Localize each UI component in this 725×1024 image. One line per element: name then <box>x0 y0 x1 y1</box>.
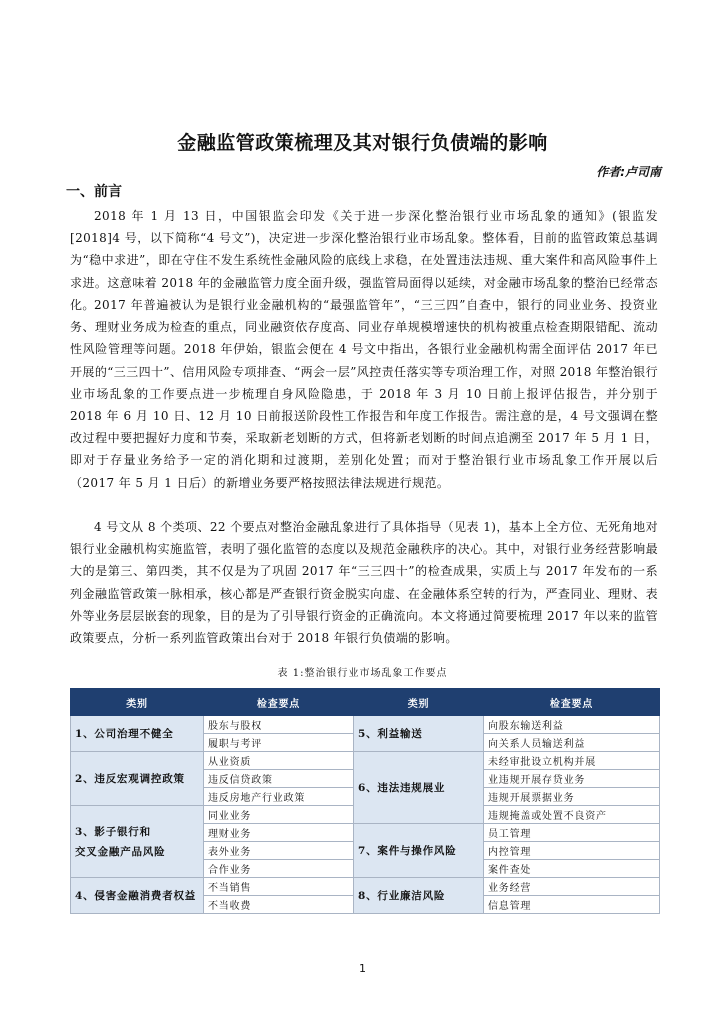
item-cell: 不当收费 <box>204 896 354 914</box>
item-cell: 同业业务 <box>204 806 354 824</box>
document-title: 金融监管政策梳理及其对银行负债端的影响 <box>177 132 548 154</box>
table-row <box>71 752 660 770</box>
category-cell: 5、利益输送 <box>354 716 484 752</box>
item-cell: 股东与股权 <box>204 716 354 734</box>
category-cell: 8、行业廉洁风险 <box>354 878 484 914</box>
item-cell: 合作业务 <box>204 860 354 878</box>
item-cell: 表外业务 <box>204 842 354 860</box>
item-cell: 未经审批设立机构并展 <box>484 752 660 770</box>
category-cell: 1、公司治理不健全 <box>71 716 204 752</box>
item-cell: 违反房地产行业政策 <box>204 788 354 806</box>
item-cell: 违反信贷政策 <box>204 770 354 788</box>
item-cell: 业违规开展存贷业务 <box>484 770 660 788</box>
category-cell: 3、影子银行和 交叉金融产品风险 <box>71 806 204 878</box>
item-cell: 员工管理 <box>484 824 660 842</box>
item-cell: 违规掩盖或处置不良资产 <box>484 806 660 824</box>
item-cell: 信息管理 <box>484 896 660 914</box>
item-cell: 履职与考评 <box>204 734 354 752</box>
header-points-left: 检查要点 <box>204 689 354 716</box>
paragraph-1: 2018 年 1 月 13 日，中国银监会印发《关于进一步深化整治银行业市场乱象的通知》(银监发[2018]4 号，以下简称“4 号文”)，决定进一步深化整治银行业市场乱象。整体看，目前的监管政策总基调为“稳中求进”，即在守住不发生系统性金融风险的底线上求稳，在处置违法违规、重大案件和高风险事件上求进。这意味着 2018 年的金融监管力度全面升级，强监管局面得以延续，对金融市场乱象的整治已经常态化。 <box>70 209 658 312</box>
category-cell: 6、违法违规展业 <box>354 752 484 824</box>
item-cell: 内控管理 <box>484 842 660 860</box>
header-category-right: 类别 <box>354 689 484 716</box>
table-row <box>71 716 660 734</box>
table-caption: 表 1:整治银行业市场乱象工作要点 <box>277 668 448 679</box>
item-cell: 业务经营 <box>484 878 660 896</box>
table-row <box>71 878 660 896</box>
category-cell: 2、违反宏观调控政策 <box>71 752 204 806</box>
regulation-table <box>70 688 660 914</box>
author-line: 作者:卢司南 <box>596 165 661 179</box>
item-cell: 不当销售 <box>204 878 354 896</box>
header-points-right: 检查要点 <box>484 689 660 716</box>
item-cell: 理财业务 <box>204 824 354 842</box>
page-number: 1 <box>359 962 366 975</box>
paragraph-3: 4 号文从 8 个类项、22 个要点对整治金融乱象进行了具体指导（见表 1)，基本上全方位、无死角地对银行业金融机构实施监管，表明了强化监管的态度以及规范金融秩序的决心。其中，对银行业务经营影响最大的是第三、第四类，其不仅是为了巩固 2017 年“三三四十”的检查成果，实质上与 2017 年发布的一系列金融监管政策一脉相承，核心都是严查银行资金脱实向虚、在金融体系空转的行为，严查同业、理财、表外等业务层层嵌套的现象，目的是为了引导银行资金的正确流向。本文将通过简要梳理 2017 年以来的监管政策要点，分析一系列监管政策出台对于 2018 年银行负债端的影响。 <box>70 520 658 646</box>
category-cell: 4、侵害金融消费者权益 <box>71 878 204 914</box>
table-header-row <box>71 689 660 716</box>
paragraph-2: 2017 年普遍被认为是银行业金融机构的“最强监管年”，“三三四”自查中，银行的同业业务、投资业务、理财业务成为检查的重点，同业融资依存度高、同业存单规模增速快的机构被重点检查期限错配、流动性风险管理等问题。2018 年伊始，银监会便在 4 号文中指出，各银行业金融机构需全面评估 2017 年已开展的“三三四十”、信用风险专项排查、“两会一层”风控责任落实等专项治理工作，对照 2018 年整治银行业市场乱象的工作要点进一步梳理自身风险隐患，于 2018 年 3 月 10 日前上报评估报告，并分别于 2018 年 6 月 10 日、12 月 10 日前报送阶段性工作报告和年度工作报告。需注意的是，4 号文强调在整改过程中要把握好力度和节奏，采取新老划断的方式，但将新老划断的时间点追溯至 2017 年 5 月 1 日，即对于存量业务给予一定的消化期和过渡期，差别化处置；而对于整治银行业市场乱象工作开展以后（2017 年 5 月 1 日后）的新增业务要严格按照法律法规进行规范。 <box>70 298 658 490</box>
item-cell: 案件查处 <box>484 860 660 878</box>
paragraph-3-block <box>70 516 658 649</box>
item-cell: 违规开展票据业务 <box>484 788 660 806</box>
item-cell: 向股东输送利益 <box>484 716 660 734</box>
header-category-left: 类别 <box>71 689 204 716</box>
paragraph-2-block <box>70 294 658 494</box>
item-cell: 向关系人员输送利益 <box>484 734 660 752</box>
section-heading: 一、前言 <box>66 184 122 200</box>
item-cell: 从业资质 <box>204 752 354 770</box>
category-cell: 7、案件与操作风险 <box>354 824 484 878</box>
